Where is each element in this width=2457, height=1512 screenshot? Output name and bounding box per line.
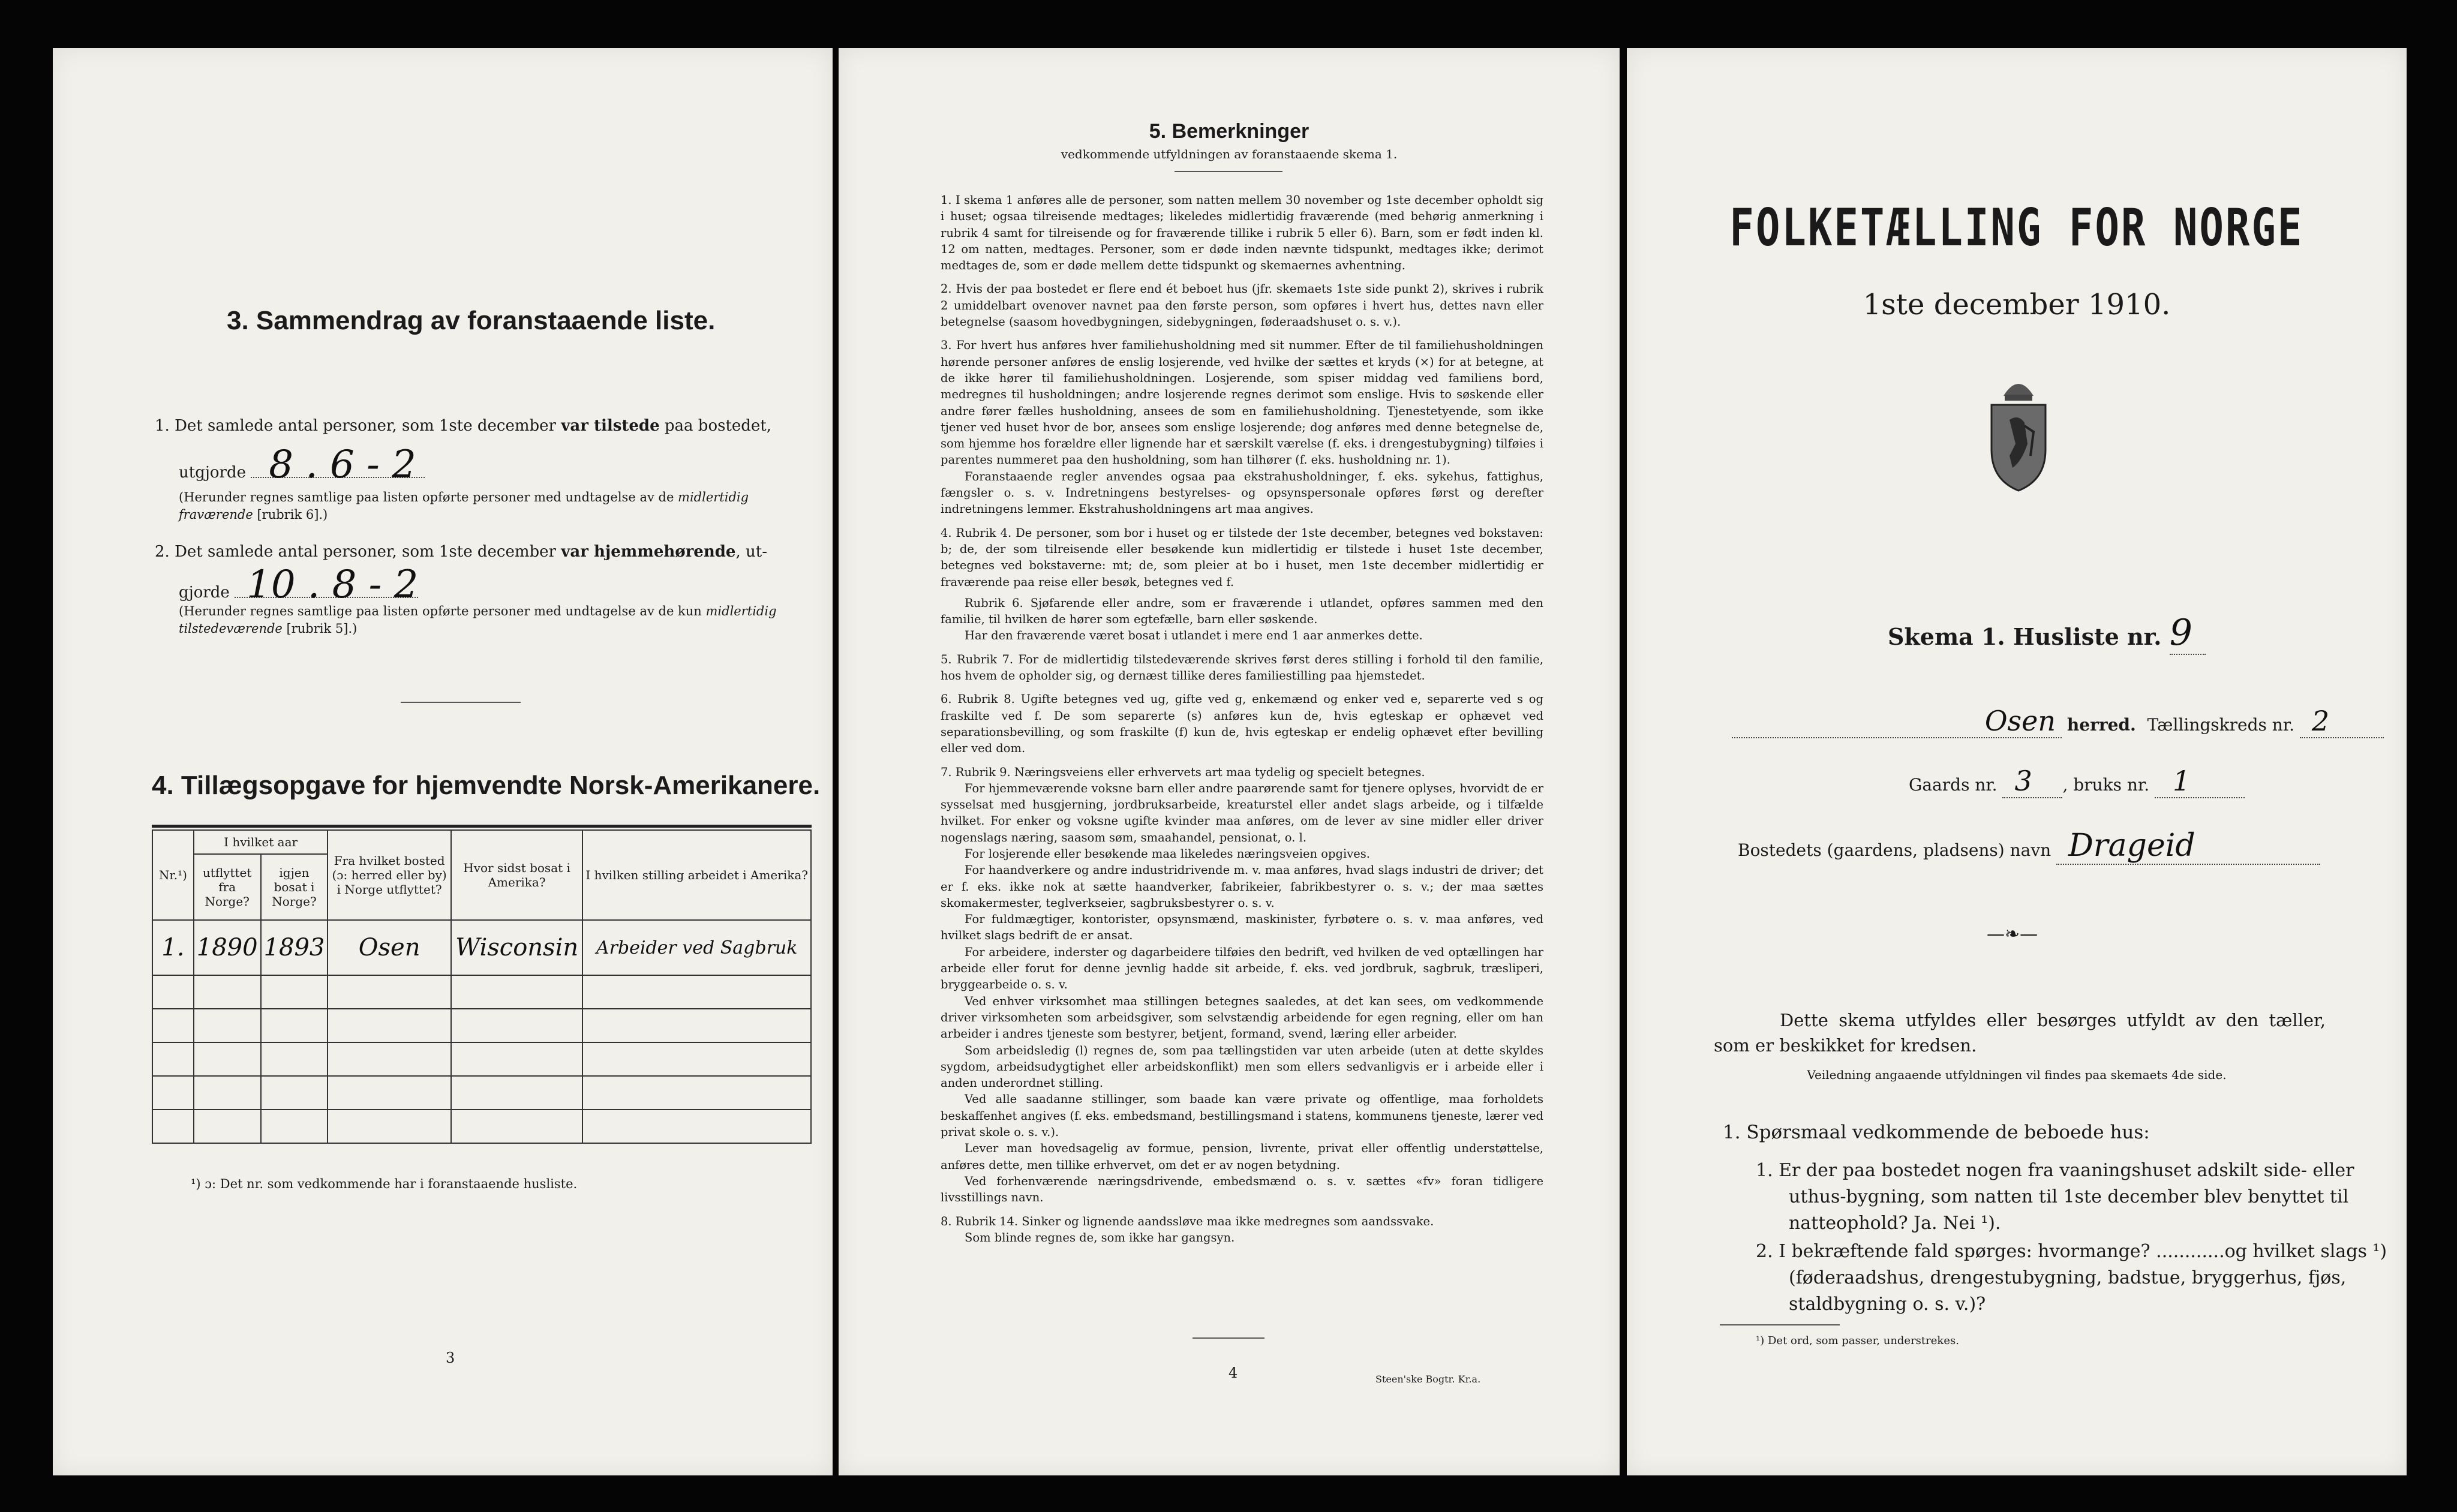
remark-8b: Som blinde regnes de, som ikke har gangsyn. <box>965 1230 1235 1245</box>
table-footnote: ¹) ɔ: Det nr. som vedkommende har i foranstaaende husliste. <box>191 1177 578 1191</box>
table-row <box>152 1042 811 1076</box>
row-from: Osen <box>328 920 450 975</box>
skema-line: Skema 1. Husliste nr. 9 <box>1888 612 2206 655</box>
col-emigrated: utflyttet fra Norge? <box>194 854 261 920</box>
bosted-line: Bostedets (gaardens, pladsens) navn Drageid <box>1738 828 2320 865</box>
house-list-number: 9 <box>2170 612 2206 655</box>
remark-7h: Som arbeidsledig (l) regnes de, som paa tællingstiden var uten arbeide (uten at dette skyldes sygdom, arbeidsudygtighet eller arbeidskonflikt) men som ellers sedvanligvis er i arbeide eller i anden underordnet stilling. <box>941 1043 1543 1090</box>
remark-8: 8. Rubrik 14. Sinker og lignende aandssløve maa ikke medregnes som aandssvake. <box>941 1214 1434 1228</box>
col-year-group: I hvilket aar <box>194 830 328 854</box>
remark-7: 7. Rubrik 9. Næringsveiens eller erhvervets art maa tydelig og specielt betegnes. <box>941 765 1425 779</box>
questions-title: 1. Spørsmaal vedkommende de beboede hus: <box>1723 1122 2150 1143</box>
remark-4c: Har den fraværende været bosat i utlandet i mere end 1 aar anmerkes dette. <box>965 629 1423 643</box>
table-top-rule <box>152 825 812 828</box>
page-number: 3 <box>446 1349 455 1366</box>
divider <box>1175 171 1282 172</box>
section-3-title: 3. Sammendrag av foranstaaende liste. <box>227 306 716 335</box>
table-row <box>152 1110 811 1143</box>
remark-7k: Ved forhenværende næringsdrivende, embedsmænd o. s. v. sættes «fv» foran tidligere livsstillings navn. <box>941 1174 1543 1205</box>
remark-4b: Rubrik 6. Sjøfarende eller andre, som er fraværende i utlandet, opføres sammen med den familie, til hvilken de hører som egtefælle, barn eller søskende. <box>941 596 1543 627</box>
printer-mark: Steen'ske Bogtr. Kr.a. <box>1375 1373 1481 1385</box>
col-returned: igjen bosat i Norge? <box>261 854 328 920</box>
remarks-title: 5. Bemerkninger <box>1149 120 1309 143</box>
table-row <box>152 1009 811 1042</box>
question-2: 2. I bekræftende fald spørges: hvormange? ............og hvilket slags ¹) (føderaadshus, drengestubygning, badstue, bryggerhus, fjøs, staldbygning o. s. v.)? <box>1756 1241 2387 1315</box>
form-title: FOLKETÆLLING FOR NORGE <box>1729 198 2304 258</box>
divider <box>401 702 521 703</box>
remark-5: 5. Rubrik 7. For de midlertidig tilstedeværende skrives først deres stilling i forhold til den familie, hos hvem de opholder sig, og dernæst tillike deres familiestilling paa hjemstedet. <box>941 652 1543 683</box>
returnee-table <box>152 829 812 1144</box>
remark-7e: For fuldmægtiger, kontorister, opsynsmænd, maskinister, fyrbøtere o. s. v. maa anføres, ved hvilket slags bedrift de er ansat. <box>941 912 1543 943</box>
row-nr: 1. <box>152 920 194 975</box>
form-guidance: Veiledning angaaende utfyldningen vil findes paa skemaets 4de side. <box>1807 1068 2227 1082</box>
coat-of-arms-icon <box>1986 372 2051 492</box>
table-row <box>152 975 811 1009</box>
remark-4: 4. Rubrik 4. De personer, som bor i huset og er tilstede der 1ste december, betegnes ved bokstaven: b; de, der som tilreisende eller besøkende kun midlertidig er tilstede i huset 1ste december, betegnes ved bokstaverne: mt; de, som pleier at bo i huset, men 1ste december midlertidig er fraværende paa reise eller besøk, betegnes ved f. <box>941 525 1543 589</box>
summary-item-1-total: utgjorde 8 . 6 - 2 <box>179 453 425 485</box>
section-4-title: 4. Tillægsopgave for hjemvendte Norsk-Amerikanere. <box>152 771 821 800</box>
col-where: Hvor sidst bosat i Amerika? <box>451 830 583 920</box>
row-returned: 1893 <box>261 920 328 975</box>
remark-3: 3. For hvert hus anføres hver familiehusholdning med sit nummer. Efter de til familiehusholdningen hørende personer anføres de enslig losjerende, ved hvilke der sættes et kryds (×) for at betegne, at de ikke hører til familiehusholdningen. Losjerende, som spiser middag ved familiens bord, medregnes til husholdningen; andre losjerende regnes derimot som enslige. Hvis to søskende eller andre fører fælles husholdning, ansees de som en familiehusholdning. Tjenestetyende, som ikke tjener ved huset hvor de bor, ansees som enslige losjerende; dog anføres med denne betegnelse de, som hjemme hos forældre eller lignende har et særskilt værelse (f. eks. i drengestubygning) tilføies i parentes nummeret paa den husholdning, som han tilhører (f. eks. husholdning nr. 1). <box>941 338 1543 467</box>
residence-name: Drageid <box>2056 828 2320 865</box>
district-number: 2 <box>2300 705 2384 738</box>
present-count-value: 8 . 6 - 2 <box>251 453 425 478</box>
resident-count-value: 10 . 8 - 2 <box>235 573 418 598</box>
herred-line: Osen herred. Tællingskreds nr. 2 <box>1732 705 2384 738</box>
divider <box>1720 1324 1840 1325</box>
remark-7d: For haandverkere og andre industridrivende m. v. maa anføres, hvad slags industri de driver; det er f. eks. ikke nok at sætte haandverker, fabrikeier, fabrikbestyrer o. s. v.; der maa sættes skomakermester, teglverkseier, sagbruksbestyrer o. s. v. <box>941 863 1543 910</box>
col-position: I hvilken stilling arbeidet i Amerika? <box>582 830 811 920</box>
remark-7j: Lever man hovedsagelig av formue, pension, livrente, privat eller offentlig understøttelse, anføres dette, men tillike erhvervet, om det er av nogen betydning. <box>941 1141 1543 1172</box>
census-date: 1ste december 1910. <box>1863 288 2171 321</box>
remark-7b: For hjemmeværende voksne barn eller andre paarørende samt for tjenere oplyses, hvorvidt de er sysselsat med husgjerning, jordbruksarbeide, kreaturstel eller andet slags arbeide, og i tilfælde hvilket. For enker og voksne ugifte kvinder maa anføres, om de lever av sine midler eller driver nogenslags næring, saasom søm, smaahandel, pensionat, o. l. <box>941 781 1543 844</box>
row-where: Wisconsin <box>451 920 583 975</box>
gaards-line: Gaards nr. 3 , bruks nr. 1 <box>1909 765 2245 798</box>
row-emigrated: 1890 <box>194 920 261 975</box>
row-position: Arbeider ved Sagbruk <box>582 920 811 975</box>
summary-item-2-total: gjorde 10 . 8 - 2 <box>179 563 419 607</box>
remarks-subtitle: vedkommende utfyldningen av foranstaaende skema 1. <box>1061 147 1398 161</box>
page-number: 4 <box>1228 1364 1238 1381</box>
table-row <box>152 920 811 975</box>
remark-7i: Ved alle saadanne stillinger, som baade kan være private og offentlige, maa forholdets beskaffenhet angives (f. eks. embedsmand, bestillingsmand i statens, kommunens tjeneste, lærer ved privat skole o. s. v.). <box>941 1092 1543 1140</box>
table-row <box>152 1076 811 1110</box>
ornament: —❧— <box>1987 924 2038 945</box>
summary-item-1: 1. Det samlede antal personer, som 1ste december var tilstede paa bostedet, <box>155 417 772 435</box>
remark-7c: For losjerende eller besøkende maa likeledes næringsveien opgives. <box>965 846 1370 861</box>
farm-number: 3 <box>2002 765 2062 798</box>
form-footnote: ¹) Det ord, som passer, understrekes. <box>1756 1334 1959 1347</box>
remarks-list <box>941 192 1543 1246</box>
form-info: Dette skema utfyldes eller besørges utfyldt av den tæller, som er beskikket for kredsen. <box>1714 1010 2326 1056</box>
col-nr: Nr.¹) <box>152 830 194 920</box>
remark-3b: Foranstaaende regler anvendes ogsaa paa ekstrahusholdninger, f. eks. sykehus, fattighus, fængsler o. s. v. Indretningens bestyrelses- og opsynspersonale opføres først og derefter indretningens lemmer. Ekstrahusholdningens art maa angives. <box>941 469 1543 516</box>
summary-item-2-note: (Herunder regnes samtlige paa listen opførte personer med undtagelse av de kun midlertidig tilstedeværende [rubrik 5].) <box>179 604 777 636</box>
remark-7f: For arbeidere, inderster og dagarbeidere tilføies den bedrift, ved hvilken de ved optællingen har arbeide eller forut for denne jevnlig hadde sit arbeide, f. eks. ved jordbruk, sagbruk, træsliperi, bryggearbeide o. s. v. <box>941 945 1543 992</box>
summary-item-2: 2. Det samlede antal personer, som 1ste december var hjemmehørende, ut- <box>155 543 767 561</box>
remark-6: 6. Rubrik 8. Ugifte betegnes ved ug, gifte ved g, enkemænd og enker ved e, separerte ved s og fraskilte ved f. De som separerte (s) anføres kun de, hvis egteskap er ophævet ved separationsbevilling, og som fraskilte (f) kun de, hvis egteskap er endelig ophævet efter bevilling eller ved dom. <box>941 692 1543 756</box>
page-left <box>53 48 833 1475</box>
remark-7g: Ved enhver virksomhet maa stillingen betegnes saaledes, at det kan sees, om vedkommende driver virksomheten som arbeidsgiver, som selvstændig arbeidende for egen regning, eller om han arbeider i andres tjeneste som bestyrer, betjent, formand, svend, læring eller arbeider. <box>941 994 1543 1041</box>
summary-item-1-note: (Herunder regnes samtlige paa listen opførte personer med undtagelse av de midlertidig fraværende [rubrik 6].) <box>179 490 749 522</box>
remark-2: 2. Hvis der paa bostedet er flere end ét beboet hus (jfr. skemaets 1ste side punkt 2), skrives i rubrik 2 umiddelbart ovenover navnet paa den første person, som opføres i hvert hus, dettes navn eller betegnelse (saasom hovedbygningen, sidebygningen, føderaadshuset o. s. v.). <box>941 282 1543 329</box>
question-1: 1. Er der paa bostedet nogen fra vaaningshuset adskilt side- eller uthus-bygning, som natten til 1ste december blev benyttet til natteophold? Ja. Nei ¹). <box>1756 1160 2354 1234</box>
holding-number: 1 <box>2155 765 2245 798</box>
page-middle <box>839 48 1620 1475</box>
col-from: Fra hvilket bosted (ɔ: herred eller by) i Norge utflyttet? <box>328 830 450 920</box>
remark-1: 1. I skema 1 anføres alle de personer, som natten mellem 30 november og 1ste december opholdt sig i huset; ogsaa tilreisende medtages; likeledes midlertidig fraværende (med behørig anmerkning i rubrik 4 samt for tilreisende og for fraværende tillike i rubrik 5 eller 6). Barn, som er født inden kl. 12 om natten, medtages. Personer, som er døde inden nævnte tidspunkt, medtages ikke; derimot medtages de, som er døde mellem dette tidspunkt og skemaernes avhentning. <box>941 193 1543 273</box>
herred-value: Osen <box>1732 705 2062 738</box>
divider <box>1193 1337 1264 1339</box>
page-right <box>1627 48 2407 1475</box>
